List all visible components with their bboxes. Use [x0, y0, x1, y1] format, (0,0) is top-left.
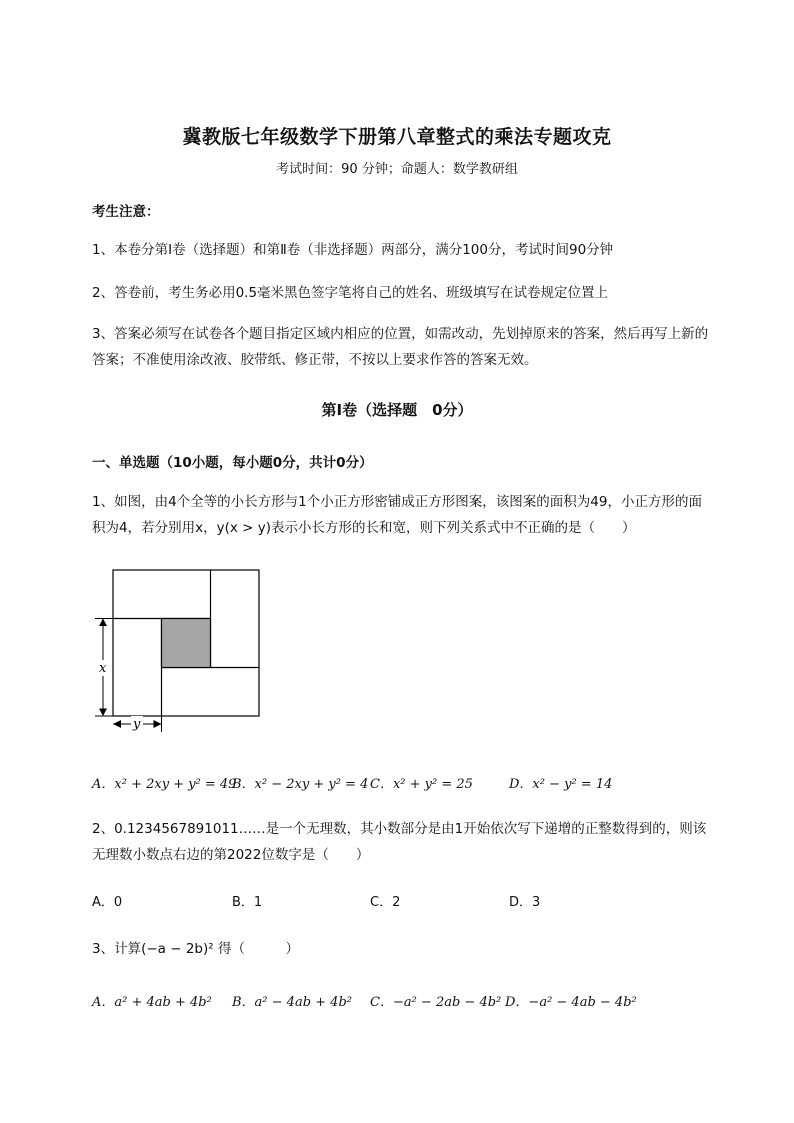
section-title: 第Ⅰ卷（选择题 0分）	[321, 401, 473, 419]
question-1-stem: 1、如图，由4个全等的小长方形与1个小正方形密铺成正方形图案，该图案的面积为49，小正方形的面积为4，若分别用x，y(x > y)表示小长方形的长和宽，则下列关系式中不正确的是（ ）	[92, 494, 702, 536]
question-3-option-d: D．−a² − 4ab − 4b²	[505, 995, 637, 1010]
question-1-option-d: D．x² − y² = 14	[509, 777, 613, 792]
x-arrow-down	[99, 709, 107, 717]
question-3-option-b: B．a² − 4ab + 4b²	[232, 995, 352, 1010]
y-arrow-left	[113, 720, 121, 728]
x-label: x	[99, 661, 107, 676]
page-title: 冀教版七年级数学下册第八章整式的乘法专题攻克	[182, 126, 612, 148]
question-2-option-a: A．0	[92, 895, 123, 910]
question-3-stem: 3、计算(−a − 2b)² 得（ ）	[92, 941, 299, 957]
question-2-option-d: D．3	[509, 895, 541, 910]
notice-heading: 考生注意：	[92, 204, 160, 220]
question-1-option-a: A．x² + 2xy + y² = 49	[92, 777, 237, 792]
question-2-option-c: C．2	[370, 895, 401, 910]
notice-item-1: 1、本卷分第Ⅰ卷（选择题）和第Ⅱ卷（非选择题）两部分，满分100分，考试时间90分钟	[92, 242, 614, 258]
y-arrow-right	[154, 720, 162, 728]
question-1-figure	[90, 560, 270, 740]
question-2-stem: 2、0.1234567891011……是一个无理数，其小数部分是由1开始依次写下递增的正整数得到的，则该无理数小数点右边的第2022位数字是（ ）	[92, 821, 707, 863]
y-label: y	[133, 717, 141, 732]
x-arrow-up	[99, 619, 107, 627]
part-heading: 一、单选题（10小题，每小题0分，共计0分）	[92, 455, 373, 471]
question-3-option-c: C．−a² − 2ab − 4b²	[370, 995, 502, 1010]
question-2-option-b: B．1	[232, 895, 263, 910]
small-square	[162, 619, 211, 668]
question-1-option-b: B．x² − 2xy + y² = 4	[232, 777, 369, 792]
notice-item-2: 2、答卷前，考生务必用0.5毫米黑色签字笔将自己的姓名、班级填写在试卷规定位置上	[92, 285, 609, 301]
exam-info: 考试时间：90 分钟；命题人：数学教研组	[276, 162, 518, 177]
notice-item-3: 3、答案必须写在试卷各个题目指定区域内相应的位置，如需改动，先划掉原来的答案，然后再写上新的答案；不准使用涂改液、胶带纸、修正带，不按以上要求作答的答案无效。	[92, 326, 709, 368]
question-1-option-c: C．x² + y² = 25	[370, 777, 473, 792]
question-3-option-a: A．a² + 4ab + 4b²	[92, 995, 212, 1010]
